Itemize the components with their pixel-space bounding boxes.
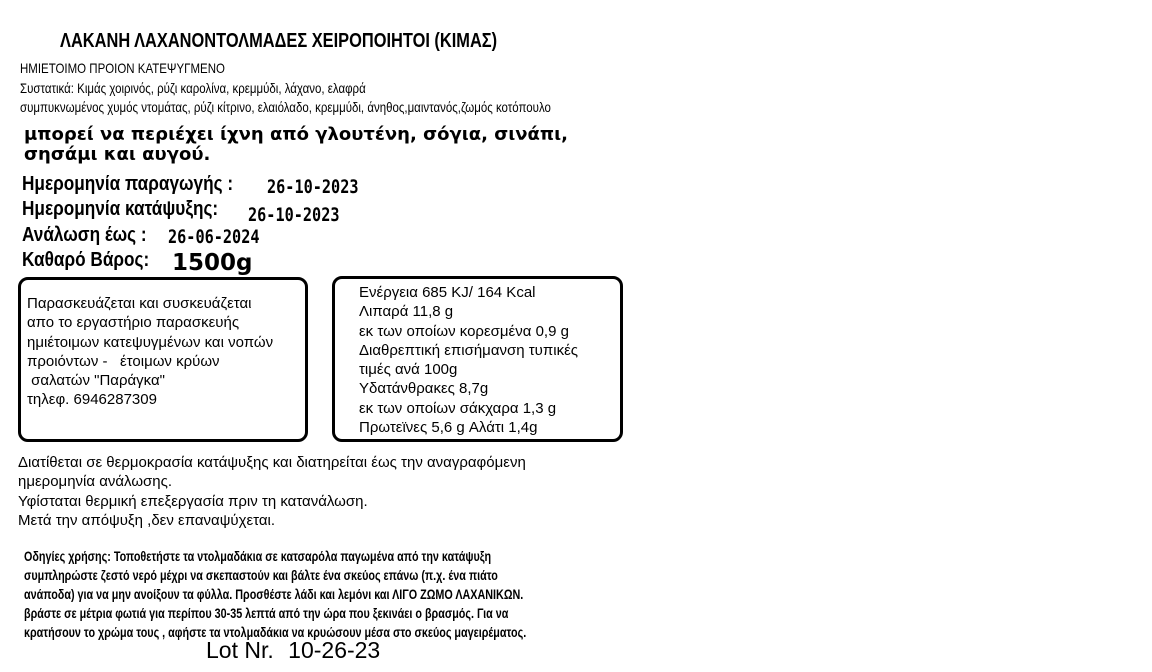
lot-value: 10-26-23 — [288, 637, 381, 663]
expiry-date-label: Ανάλωση έως : — [22, 224, 147, 246]
nutrition-per-100g: τιμές ανά 100g — [359, 361, 458, 379]
nutrition-heading: Διαθρεπτική επισήμανση τυπικές — [359, 341, 578, 359]
allergens-line-1: μπορεί να περιέχει ίχνη από γλουτένη, σόγια, σινάπι, — [24, 124, 568, 145]
producer-line: απο το εργαστήριο παρασκευής — [27, 314, 240, 332]
producer-line: ημιέτοιμων κατεψυγμένων και νοπών — [27, 333, 274, 351]
nutrition-energy: Ενέργεια 685 KJ/ 164 Kcal — [359, 284, 536, 301]
allergens-warning — [24, 125, 568, 165]
ingredients-line-1: Συστατικά: Κιμάς χοιρινός, ρύζι καρολίνα, κρεμμύδι, λάχανο, ελαφρά — [20, 80, 366, 96]
producer-info-box — [18, 277, 308, 442]
nutrition-sugars: εκ των οποίων σάκχαρα 1,3 g — [359, 399, 557, 417]
storage-instructions — [18, 453, 526, 531]
lot-label: Lot Nr. — [206, 637, 274, 663]
instructions-line: συμπληρώστε ζεστό νερό μέχρι να σκεπαστούν και βάλτε ένα σκεύος επάνω (π.χ. ένα πιάτο — [24, 567, 498, 583]
nutrition-saturated: εκ των οποίων κορεσμένα 0,9 g — [359, 322, 569, 340]
storage-line: ημερομηνία ανάλωσης. — [18, 473, 173, 491]
net-weight-label: Καθαρό Βάρος: — [22, 249, 150, 271]
storage-line: Υφίσταται θερμική επεξεργασία πριν τη κατανάλωση. — [18, 492, 368, 510]
production-date-label: Ημερομηνία παραγωγής : — [22, 173, 234, 195]
allergens-line-2: σησάμι και αυγού. — [24, 144, 211, 165]
production-date-value: 26-10-2023 — [267, 176, 359, 198]
product-subtitle: ΗΜΙΕΤΟΙΜΟ ΠΡΟΙΟΝ ΚΑΤΕΨΥΓΜΕΝΟ — [20, 60, 225, 76]
nutrition-carbs: Υδατάνθρακες 8,7g — [359, 380, 489, 398]
ingredients-line-2: συμπυκνωμένος χυμός ντομάτας, ρύζι κίτρινο, ελαιόλαδο, κρεμμύδι, άνηθος,μαιντανός,ζωμός κοτόπουλο — [20, 99, 551, 115]
producer-line: προιόντων - έτοιμων κρύων — [27, 352, 220, 370]
cooking-instructions — [24, 547, 526, 642]
nutrition-fat: Λιπαρά 11,8 g — [359, 303, 454, 321]
producer-line: Παρασκευάζεται και συσκευάζεται — [27, 295, 252, 312]
instructions-line: βράστε σε μέτρια φωτιά για περίπου 30-35 λεπτά από την ώρα που ξεκινάει ο βρασμός. Για να — [24, 605, 509, 621]
instructions-line: κρατήσουν το χρώμα τους , αφήστε τα ντολμαδάκια να κρυώσουν μέσα στο σκεύος μαγειρέματος. — [24, 624, 527, 640]
instructions-line: ανάποδα) για να μην ανοίξουν τα φύλλα. Προσθέστε λάδι και λεμόνι και ΛΙΓΟ ΖΩΜΟ ΛΑΧΑΝΙΚΩΝ. — [24, 586, 524, 602]
nutrition-facts-box — [332, 276, 623, 442]
storage-line: Διατίθεται σε θερμοκρασία κατάψυξης και διατηρείται έως την αναγραφόμενη — [18, 454, 526, 471]
instructions-line: Οδηγίες χρήσης: Τοποθετήστε τα ντολμαδάκια σε κατσαρόλα παγωμένα από την κατάψυξη — [24, 548, 492, 564]
lot-number — [206, 637, 380, 664]
expiry-date-value: 26-06-2024 — [168, 226, 260, 248]
storage-line: Μετά την απόψυξη ,δεν επαναψύχεται. — [18, 512, 276, 530]
producer-phone: τηλεφ. 6946287309 — [27, 391, 157, 409]
freeze-date-value: 26-10-2023 — [248, 204, 340, 226]
nutrition-protein-salt: Πρωτεϊνες 5,6 g Αλάτι 1,4g — [359, 419, 538, 437]
product-title: ΛΑΚΑΝΗ ΛΑΧΑΝΟΝΤΟΛΜΑΔΕΣ ΧΕΙΡΟΠΟΙΗΤΟΙ (ΚΙΜΑΣ) — [60, 30, 498, 52]
freeze-date-label: Ημερομηνία κατάψυξης: — [22, 198, 219, 220]
net-weight-value: 1500g — [172, 250, 253, 276]
producer-line: σαλατών "Παράγκα" — [27, 372, 165, 390]
